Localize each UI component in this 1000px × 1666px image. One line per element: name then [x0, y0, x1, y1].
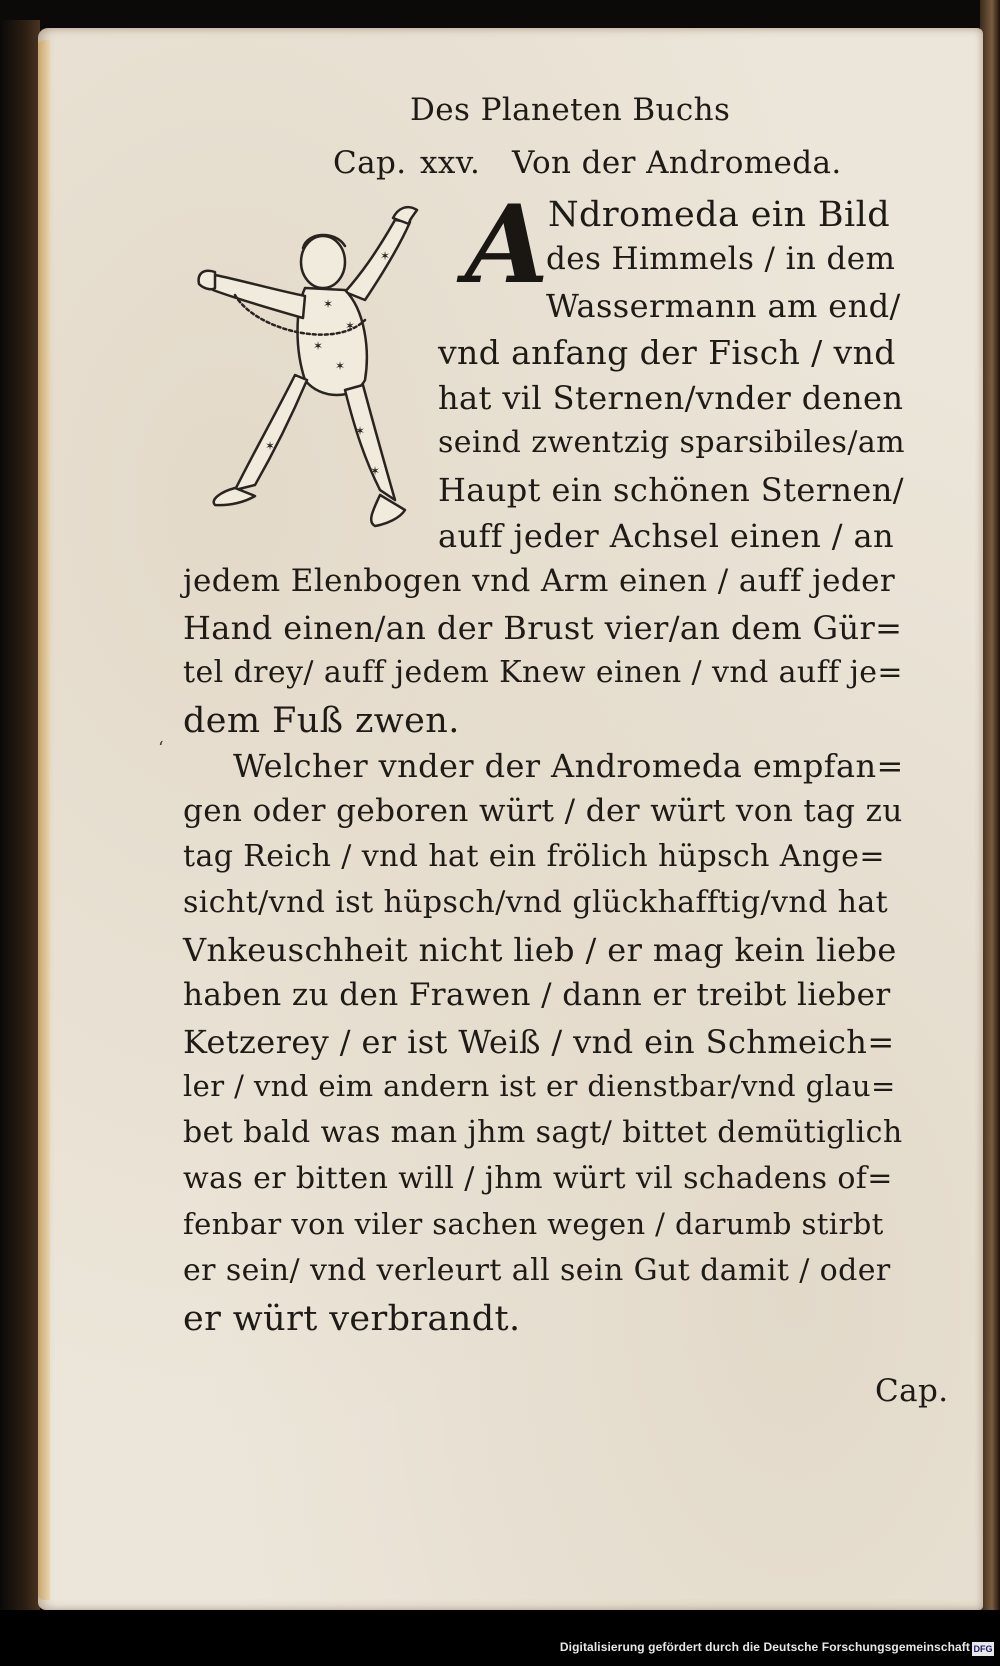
- body-text-line: Welcher vnder der Andromeda empfan=: [233, 747, 904, 785]
- body-text-line: auff jeder Achsel einen / an: [438, 517, 895, 555]
- body-text-line: tag Reich / vnd hat ein frölich hüpsch Ange=: [183, 839, 885, 874]
- body-text-line: Vnkeuschheit nicht lieb / er mag kein liebe: [183, 931, 897, 969]
- margin-mark: ‘: [158, 738, 164, 759]
- body-text-line: Ndromeda ein Bild: [548, 195, 891, 235]
- body-text-line: des Himmels / in dem: [546, 241, 896, 277]
- body-text-line: er würt verbrandt.: [183, 1299, 521, 1339]
- body-text-line: tel drey/ auff jedem Knew einen / vnd auff je=: [183, 655, 903, 690]
- digitization-footer: [0, 1610, 1000, 1666]
- body-text-line: Hand einen/an der Brust vier/an dem Gür=: [183, 609, 903, 647]
- body-text-line: jedem Elenbogen vnd Arm einen / auff jeder: [183, 563, 896, 599]
- catchword: Cap.: [875, 1373, 949, 1409]
- body-text-line: gen oder geboren würt / der würt von tag zu: [183, 793, 903, 829]
- drop-cap-initial: A: [465, 182, 549, 308]
- body-text-line: was er bitten will / jhm würt vil schadens of=: [183, 1161, 893, 1196]
- body-text-line: er sein/ vnd verleurt all sein Gut damit / oder: [183, 1253, 891, 1288]
- body-text-line: hat vil Sternen/vnder denen: [438, 379, 904, 417]
- body-text-line: haben zu den Frawen / dann er treibt lieber: [183, 977, 891, 1013]
- dfg-logo: DFG: [973, 1644, 993, 1654]
- body-text-line: sicht/vnd ist hüpsch/vnd glückhafftig/vnd hat: [183, 885, 889, 920]
- svg-text:✶: ✶: [335, 359, 346, 373]
- body-text-line: fenbar von viler sachen wegen / darumb stirbt: [183, 1207, 884, 1241]
- svg-text:✶: ✶: [370, 464, 381, 478]
- svg-text:✶: ✶: [380, 249, 391, 263]
- book-spine: [0, 20, 40, 1620]
- andromeda-woodcut-figure: [195, 200, 445, 560]
- chapter-number: xxv.: [420, 145, 481, 181]
- chapter-label: Cap.: [333, 145, 407, 181]
- body-text-line: vnd anfang der Fisch / vnd: [438, 333, 896, 372]
- svg-text:✶: ✶: [345, 319, 356, 333]
- svg-text:✶: ✶: [265, 439, 276, 453]
- body-text-line: Ketzerey / er ist Weiß / vnd ein Schmeich=: [183, 1023, 895, 1061]
- svg-text:✶: ✶: [313, 339, 324, 353]
- body-text-line: dem Fuß zwen.: [183, 701, 460, 741]
- svg-text:✶: ✶: [323, 297, 334, 311]
- chapter-title: Von der Andromeda.: [512, 145, 842, 181]
- body-text-line: Wassermann am end/: [546, 287, 901, 325]
- body-text-line: ler / vnd eim andern ist er dienstbar/vnd glau=: [183, 1069, 896, 1103]
- body-text-line: bet bald was man jhm sagt/ bittet demütiglich: [183, 1115, 903, 1150]
- svg-text:✶: ✶: [355, 424, 366, 438]
- running-head: Des Planeten Buchs: [410, 92, 731, 128]
- book-board-edge: [980, 0, 1000, 1610]
- body-text-line: seind zwentzig sparsibiles/am: [438, 425, 905, 460]
- page-gutter-edge: [38, 40, 50, 1600]
- body-text-line: Haupt ein schönen Sternen/: [438, 471, 904, 509]
- funding-credit: Digitalisierung gefördert durch die Deutsche Forschungsgemeinschaft: [559, 1640, 970, 1654]
